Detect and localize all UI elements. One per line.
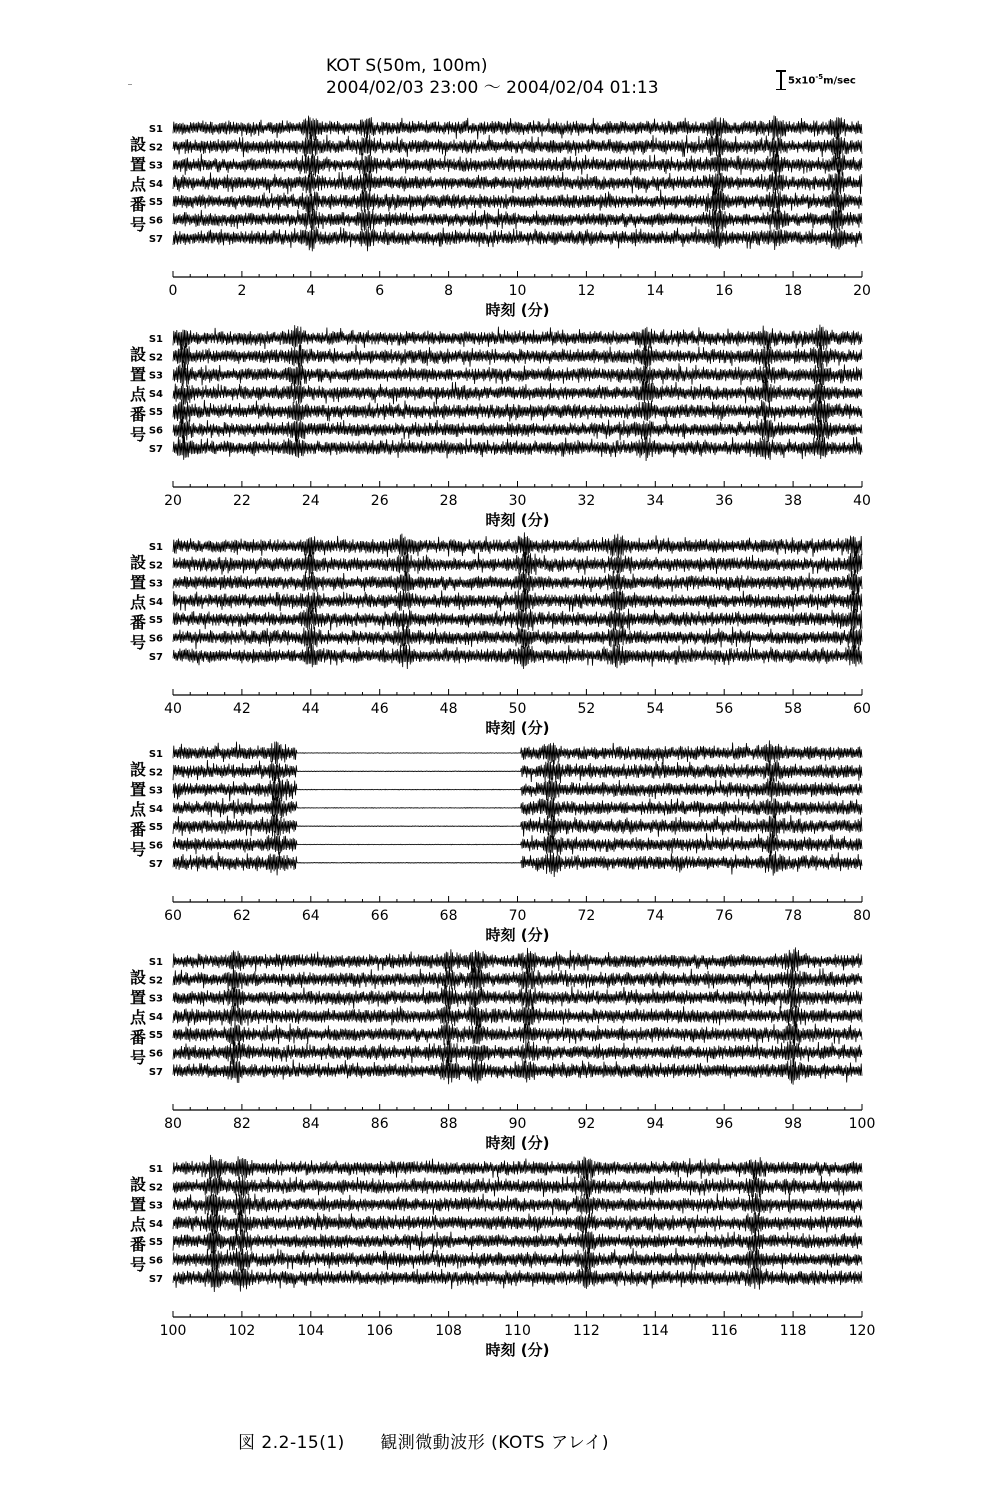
- x-tick-label: 52: [577, 701, 596, 717]
- station-axis-label: 号: [129, 425, 147, 444]
- x-tick-label: 90: [508, 1116, 527, 1132]
- station-axis-label: 点: [129, 800, 147, 819]
- station-axis-label: 点: [129, 593, 147, 612]
- x-tick-label: 10: [508, 283, 527, 299]
- trace-s7: [173, 226, 862, 252]
- station-label: S7: [148, 651, 163, 663]
- station-label: S1: [148, 957, 163, 968]
- station-label: S6: [148, 1255, 163, 1267]
- x-tick-label: 72: [577, 908, 596, 924]
- station-label: S1: [148, 334, 163, 345]
- station-label: S2: [148, 975, 163, 987]
- x-axis-label: 時刻 (分): [485, 719, 550, 737]
- x-tick-label: 40: [853, 493, 871, 509]
- x-tick-label: 100: [159, 1323, 187, 1339]
- x-tick-label: 78: [784, 908, 803, 924]
- x-tick-label: 104: [297, 1323, 325, 1339]
- station-axis-label: 番: [129, 405, 147, 424]
- x-tick-label: 54: [646, 701, 665, 717]
- waveform-panel: [130, 740, 871, 944]
- x-tick-label: 66: [370, 908, 389, 924]
- trace-s2: [173, 964, 862, 993]
- station-label: S5: [148, 1237, 163, 1249]
- station-axis-label: 置: [129, 780, 147, 799]
- station-axis-label: 設: [129, 345, 147, 364]
- x-tick-label: 12: [577, 283, 596, 299]
- x-tick-label: 108: [435, 1323, 462, 1339]
- station-axis-label: 号: [129, 1048, 147, 1067]
- station-label: S5: [148, 615, 163, 627]
- x-tick-label: 62: [232, 908, 251, 924]
- x-tick-label: 88: [439, 1116, 458, 1132]
- trace-s1: [173, 116, 862, 141]
- x-tick-label: 46: [370, 701, 389, 717]
- station-label: S6: [148, 425, 163, 437]
- trace-s5: [173, 396, 862, 425]
- x-tick-label: 2: [237, 283, 247, 299]
- trace-s6: [173, 416, 862, 443]
- trace-s7: [173, 1265, 862, 1292]
- station-label: S3: [148, 1200, 163, 1212]
- trace-s3: [173, 569, 862, 595]
- station-axis-label: 置: [129, 1195, 147, 1214]
- station-axis-label: 番: [129, 820, 147, 839]
- trace-s1: [173, 532, 862, 559]
- station-label: S2: [148, 767, 163, 779]
- waveform-panel: [130, 116, 871, 320]
- waveform-panel: [130, 325, 871, 529]
- x-tick-label: 42: [232, 701, 251, 717]
- x-tick-label: 8: [444, 283, 454, 299]
- figure-title: 観測微動波形 (KOTS アレイ): [380, 1433, 610, 1453]
- x-tick-label: 58: [784, 701, 803, 717]
- trace-s4: [173, 378, 862, 405]
- station-axis-label: 号: [129, 840, 147, 859]
- station-label: S6: [148, 633, 163, 645]
- station-label: S7: [148, 233, 163, 245]
- x-tick-label: 84: [301, 1116, 320, 1132]
- x-axis-label: 時刻 (分): [485, 1134, 550, 1152]
- station-label: S1: [148, 749, 163, 760]
- station-label: S3: [148, 160, 163, 172]
- station-axis-label: 番: [129, 1235, 147, 1254]
- station-label: S2: [148, 142, 163, 154]
- waveform-panel: [130, 947, 875, 1152]
- station-axis-label: 番: [129, 195, 147, 214]
- station-label: S4: [148, 388, 163, 400]
- x-tick-label: 16: [715, 283, 734, 299]
- x-tick-label: 60: [164, 908, 182, 924]
- x-tick-label: 50: [508, 701, 527, 717]
- x-tick-label: 18: [784, 283, 803, 299]
- station-label: S2: [148, 560, 163, 572]
- trace-s2: [173, 550, 862, 579]
- station-label: S5: [148, 822, 163, 834]
- x-tick-label: 94: [646, 1116, 665, 1132]
- station-axis-label: 番: [129, 1028, 147, 1047]
- station-axis-label: 置: [129, 155, 147, 174]
- figure-number: 図 2.2-15(1): [238, 1433, 345, 1453]
- waveform-panel: [130, 532, 871, 737]
- x-tick-label: 80: [853, 908, 871, 924]
- station-label: S4: [148, 1011, 163, 1023]
- trace-s4: [173, 1001, 862, 1029]
- chart-subtitle: 2004/02/03 23:00 ～ 2004/02/04 01:13: [326, 78, 659, 98]
- station-label: S4: [148, 1218, 163, 1230]
- station-label: S5: [148, 1030, 163, 1042]
- trace-s5: [173, 188, 862, 216]
- trace-s4: [173, 169, 862, 197]
- x-tick-label: 102: [228, 1323, 256, 1339]
- x-tick-label: 64: [301, 908, 320, 924]
- x-tick-label: 48: [439, 701, 458, 717]
- station-axis-label: 号: [129, 215, 147, 234]
- x-tick-label: 68: [439, 908, 458, 924]
- station-label: S7: [148, 443, 163, 455]
- x-tick-label: 44: [301, 701, 320, 717]
- station-axis-label: 点: [129, 175, 147, 194]
- station-axis-label: 設: [129, 968, 147, 987]
- station-axis-label: 号: [129, 1255, 147, 1274]
- station-axis-label: 設: [129, 760, 147, 779]
- trace-s7: [173, 434, 862, 462]
- x-tick-label: 36: [715, 493, 734, 509]
- trace-s5: [173, 1020, 862, 1046]
- trace-s2: [173, 1173, 862, 1199]
- station-label: S4: [148, 803, 163, 815]
- station-label: S7: [148, 1273, 163, 1285]
- station-axis-label: 点: [129, 1215, 147, 1234]
- x-tick-label: 20: [164, 493, 182, 509]
- station-label: S2: [148, 1182, 163, 1194]
- x-tick-label: 112: [573, 1323, 600, 1339]
- station-label: S3: [148, 578, 163, 590]
- station-axis-label: 設: [129, 553, 147, 572]
- x-tick-label: 70: [508, 908, 527, 924]
- station-label: S5: [148, 407, 163, 419]
- x-tick-label: 114: [641, 1323, 669, 1339]
- x-tick-label: 24: [301, 493, 320, 509]
- station-axis-label: 点: [129, 1008, 147, 1027]
- x-tick-label: 74: [646, 908, 665, 924]
- trace-s6: [173, 1039, 862, 1067]
- station-axis-label: 点: [129, 385, 147, 404]
- x-tick-label: 118: [779, 1323, 807, 1339]
- station-axis-label: 号: [129, 633, 147, 652]
- station-label: S6: [148, 215, 163, 227]
- trace-s1: [173, 325, 862, 351]
- x-tick-label: 82: [232, 1116, 251, 1132]
- x-tick-label: 98: [784, 1116, 803, 1132]
- x-tick-label: 56: [715, 701, 734, 717]
- x-tick-label: 100: [848, 1116, 876, 1132]
- amplitude-scale-label: $5x10^{-5}m/\sec$: [788, 73, 856, 87]
- x-tick-label: 34: [646, 493, 665, 509]
- x-tick-label: 14: [646, 283, 665, 299]
- station-label: S6: [148, 840, 163, 852]
- trace-s3: [173, 151, 862, 178]
- x-axis-label: 時刻 (分): [485, 926, 550, 944]
- x-axis-label: 時刻 (分): [485, 1341, 550, 1359]
- trace-s2: [173, 132, 862, 160]
- waveform-panel: [130, 1155, 875, 1359]
- x-tick-label: 116: [710, 1323, 738, 1339]
- station-label: S7: [148, 1066, 163, 1078]
- trace-s1: [173, 947, 862, 974]
- x-axis-label: 時刻 (分): [485, 511, 550, 529]
- x-axis-label: 時刻 (分): [485, 301, 550, 319]
- station-label: S1: [148, 124, 163, 135]
- x-tick-label: 92: [577, 1116, 596, 1132]
- trace-s7: [173, 643, 862, 669]
- x-tick-label: 22: [232, 493, 251, 509]
- x-tick-label: 80: [164, 1116, 182, 1132]
- x-tick-label: 20: [853, 283, 871, 299]
- x-tick-label: 6: [375, 283, 385, 299]
- trace-s1: [173, 740, 862, 767]
- trace-s6: [173, 205, 862, 233]
- station-axis-label: 設: [129, 135, 147, 154]
- x-tick-label: 26: [370, 493, 389, 509]
- figure-caption: [238, 1428, 609, 1453]
- station-axis-label: 置: [129, 573, 147, 592]
- station-axis-label: 置: [129, 365, 147, 384]
- trace-s7: [173, 1057, 862, 1085]
- trace-s6: [173, 831, 862, 856]
- x-tick-label: 76: [715, 908, 734, 924]
- station-label: S2: [148, 352, 163, 364]
- station-label: S3: [148, 785, 163, 797]
- x-tick-label: 32: [577, 493, 596, 509]
- station-axis-label: 置: [129, 988, 147, 1007]
- x-tick-label: 120: [848, 1323, 876, 1339]
- x-tick-label: 30: [508, 493, 527, 509]
- x-tick-label: 60: [853, 701, 871, 717]
- station-label: S4: [148, 178, 163, 190]
- station-label: S3: [148, 370, 163, 382]
- chart-title: KOT S(50m, 100m): [326, 56, 488, 76]
- x-tick-label: 106: [366, 1323, 394, 1339]
- trace-s4: [173, 588, 862, 614]
- station-label: S1: [148, 1164, 163, 1175]
- trace-s7: [173, 850, 862, 877]
- station-label: S6: [148, 1048, 163, 1060]
- station-label: S4: [148, 596, 163, 608]
- x-tick-label: 38: [784, 493, 803, 509]
- trace-s2: [173, 760, 862, 786]
- x-tick-label: 110: [504, 1323, 531, 1339]
- trace-s5: [173, 606, 862, 632]
- x-tick-label: 0: [168, 283, 178, 299]
- station-label: S7: [148, 858, 163, 870]
- x-tick-label: 40: [164, 701, 182, 717]
- station-label: S5: [148, 197, 163, 209]
- station-label: S1: [148, 542, 163, 553]
- station-axis-label: 番: [129, 613, 147, 632]
- trace-s3: [173, 984, 862, 1009]
- station-label: S3: [148, 993, 163, 1005]
- x-tick-label: 28: [439, 493, 458, 509]
- x-tick-label: 4: [306, 283, 316, 299]
- trace-s2: [173, 342, 862, 369]
- trace-s3: [173, 360, 862, 388]
- trace-s1: [173, 1155, 862, 1180]
- x-tick-label: 86: [370, 1116, 389, 1132]
- x-tick-label: 96: [715, 1116, 734, 1132]
- station-axis-label: 設: [129, 1175, 147, 1194]
